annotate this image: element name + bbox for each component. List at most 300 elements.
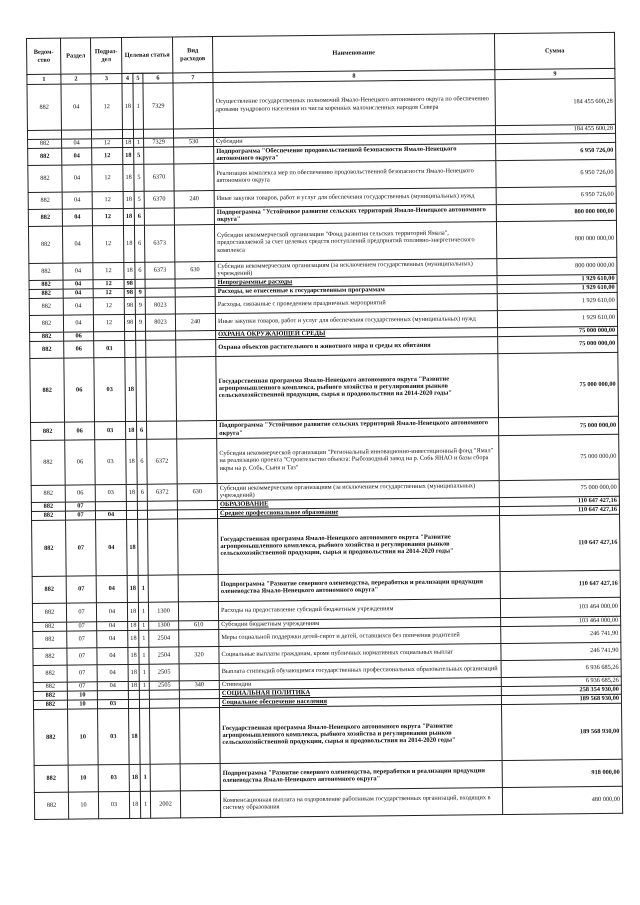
cell-vid <box>177 501 217 510</box>
cell-statya-program: 18 <box>129 791 140 818</box>
cell-name: Расходы на предоставление субсидий бюджетным учреждениям <box>218 599 500 621</box>
cell-statya-program <box>128 699 139 708</box>
cell-statya-subprogram: 1 <box>134 138 144 147</box>
cell-statya-program <box>122 129 133 138</box>
table-row <box>31 434 619 485</box>
cell-statya-subprogram: 1 <box>140 764 150 791</box>
cell-sum: 184 455 600,28 <box>495 78 615 125</box>
cell-vid: 630 <box>175 262 215 279</box>
cell-name: Расходы, не отнесенные к государственным программам <box>215 285 497 297</box>
column-number: 6 <box>143 73 173 83</box>
cell-ved: 882 <box>28 226 62 263</box>
header-name: Наименование <box>213 34 495 73</box>
cell-sum: 6 950 726,00 <box>496 142 616 160</box>
cell-name: Социальное обеспечение населения <box>219 696 501 708</box>
cell-statya-program: 18 <box>123 208 134 225</box>
column-number: 2 <box>61 74 91 84</box>
cell-ved: 882 <box>34 765 68 792</box>
cell-sum: 184 455 600,28 <box>495 124 615 134</box>
cell-podrazdel: 12 <box>93 262 124 279</box>
cell-ved: 882 <box>31 511 65 520</box>
cell-ved: 882 <box>28 192 62 209</box>
cell-statya-direction <box>150 708 181 764</box>
cell-statya-direction <box>149 690 179 699</box>
cell-statya-direction <box>149 699 179 708</box>
cell-podrazdel: 03 <box>94 357 126 421</box>
cell-statya-subprogram <box>138 519 149 575</box>
cell-razdel: 04 <box>63 289 93 298</box>
cell-vid <box>176 340 216 357</box>
cell-statya-program: 18 <box>128 630 139 647</box>
cell-statya-subprogram: 1 <box>138 575 148 602</box>
table-row <box>27 78 615 130</box>
cell-name: Государственная программа Ямало-Ненецкого автономного округа "Развитие агропромышленного комплекса, рыбного хозяйства и регулирования рынков сельскохозяйственной продукции, сырья и продовольствия на 2014-2020 годы" <box>216 354 499 421</box>
header-sum: Сумма <box>495 32 615 69</box>
cell-sum: 918 000,00 <box>502 759 622 787</box>
cell-name: Компенсационная выплата на оздоровление работникам государственных организаций, входящих в систему образования <box>220 788 502 818</box>
cell-name: СОЦИАЛЬНАЯ ПОЛИТИКА <box>219 687 501 699</box>
cell-razdel: 07 <box>65 511 95 520</box>
column-number: 3 <box>91 73 122 83</box>
cell-statya-program: 18 <box>123 225 134 262</box>
cell-statya-subprogram: 1 <box>139 647 149 664</box>
cell-razdel: 04 <box>62 139 92 148</box>
cell-name: Выплата стипендий обучающимся государственных профессиональных образовательных организаций <box>219 661 501 681</box>
cell-statya-program: 98 <box>124 288 135 297</box>
cell-statya-subprogram <box>139 690 149 699</box>
cell-statya-subprogram: 6 <box>137 484 147 501</box>
cell-razdel: 06 <box>64 332 94 341</box>
cell-podrazdel: 12 <box>92 208 123 225</box>
cell-razdel: 04 <box>62 165 92 192</box>
cell-vid <box>177 510 217 519</box>
cell-statya-program: 18 <box>128 664 139 681</box>
cell-statya-direction: 6373 <box>145 262 175 279</box>
cell-vid <box>178 519 219 575</box>
cell-razdel: 07 <box>66 576 96 603</box>
cell-podrazdel: 12 <box>93 297 124 314</box>
cell-statya-direction: 2505 <box>149 664 179 681</box>
cell-sum: 1 929 610,00 <box>497 309 617 327</box>
cell-statya-direction <box>147 421 177 439</box>
cell-ved: 882 <box>29 298 63 315</box>
cell-sum: 800 000 000,00 <box>496 203 616 221</box>
cell-sum: 103 464 000,00 <box>500 597 620 617</box>
cell-razdel: 07 <box>65 502 95 511</box>
cell-statya-direction <box>145 288 175 297</box>
column-number: 5 <box>133 73 143 83</box>
cell-name: Подпрограмма "Обеспечение продовольственной безопасности Ямало-Ненецкого автономного округа" <box>214 144 496 164</box>
cell-vid <box>173 83 213 129</box>
cell-statya-program <box>125 331 136 340</box>
cell-sum: 6 950 726,00 <box>496 159 616 187</box>
cell-vid <box>180 708 221 764</box>
cell-ved: 882 <box>32 576 66 603</box>
cell-statya-direction: 1300 <box>148 602 178 621</box>
cell-statya-subprogram: 6 <box>137 439 147 484</box>
cell-podrazdel: 04 <box>95 510 126 519</box>
cell-vid <box>175 288 215 297</box>
cell-statya-subprogram: 5 <box>134 164 144 191</box>
cell-vid <box>177 421 217 439</box>
cell-podrazdel: 03 <box>94 340 125 357</box>
cell-sum: 110 647 427,16 <box>499 496 619 506</box>
cell-razdel: 06 <box>65 485 95 502</box>
cell-statya-subprogram: 1 <box>138 602 148 621</box>
cell-podrazdel <box>91 129 122 138</box>
cell-razdel: 04 <box>62 192 92 209</box>
table-header <box>27 32 615 84</box>
cell-name: Социальные выплаты гражданам, кроме публичных нормативных социальных выплат <box>219 644 501 664</box>
cell-ved: 882 <box>28 148 62 165</box>
cell-sum: 75 000 000,00 <box>499 434 619 480</box>
cell-name: Меры социальной поддержки детей-сирот и детей, оставшихся без попечения родителей <box>219 627 501 647</box>
cell-vid <box>176 357 217 421</box>
cell-statya-program: 18 <box>126 421 137 439</box>
cell-razdel: 04 <box>62 226 92 263</box>
cell-statya-subprogram: 1 <box>139 681 149 690</box>
cell-ved: 882 <box>31 422 65 440</box>
cell-podrazdel: 04 <box>97 664 128 681</box>
cell-statya-program: 18 <box>123 138 134 147</box>
budget-table <box>26 32 623 820</box>
cell-statya-program: 98 <box>124 297 135 314</box>
table-row <box>34 703 623 765</box>
cell-statya-subprogram: 1 <box>139 621 149 630</box>
cell-name: Государственная программа Ямало-Ненецкого автономного округа "Развитие агропромышленного комплекса, рыбного хозяйства и регулирования рынков сельскохозяйственной продукции, сырья и продовольствия на 2014-2020 годы" <box>218 516 501 575</box>
cell-podrazdel: 03 <box>97 699 128 708</box>
cell-statya-direction: 7329 <box>143 83 174 129</box>
cell-podrazdel: 04 <box>96 519 128 575</box>
cell-podrazdel: 03 <box>98 708 130 764</box>
cell-name: ОХРАНА ОКРУЖАЮЩЕЙ СРЕДЫ <box>216 328 498 340</box>
cell-sum: 800 000 000,00 <box>497 257 617 275</box>
cell-razdel: 10 <box>68 792 98 819</box>
cell-name: Подпрограмма "Развитие северного оленеводства, переработки и реализации продукции оленеводства Ямало-Ненецкого автономного округа" <box>220 761 502 791</box>
cell-sum: 246 741,90 <box>501 625 621 643</box>
cell-statya-direction <box>146 340 176 357</box>
cell-razdel: 07 <box>67 665 97 682</box>
cell-sum: 258 354 930,00 <box>501 685 621 695</box>
cell-vid <box>174 147 214 164</box>
cell-statya-direction: 6372 <box>147 484 177 501</box>
cell-statya-subprogram: 9 <box>135 288 145 297</box>
cell-ved: 882 <box>30 358 65 422</box>
cell-name: Субсидии <box>214 135 496 147</box>
cell-podrazdel: 12 <box>92 225 123 262</box>
table-row <box>32 514 621 576</box>
cell-sum: 6 936 685,26 <box>501 676 621 686</box>
cell-statya-program: 98 <box>124 279 135 288</box>
cell-statya-program: 18 <box>123 191 134 208</box>
cell-vid: 240 <box>174 191 214 208</box>
table-row <box>34 786 622 819</box>
cell-podrazdel: 12 <box>92 191 123 208</box>
cell-podrazdel: 12 <box>92 164 123 191</box>
cell-statya-program <box>128 690 139 699</box>
table-body <box>27 78 623 819</box>
column-number: 7 <box>173 73 213 83</box>
cell-statya-program: 18 <box>128 621 139 630</box>
cell-statya-direction <box>148 575 178 602</box>
cell-ved: 882 <box>31 502 65 511</box>
cell-ved: 882 <box>33 682 67 691</box>
cell-name: Стипендии <box>219 678 501 690</box>
cell-statya-direction <box>147 501 177 510</box>
cell-razdel: 04 <box>62 209 92 226</box>
cell-sum: 75 000 000,00 <box>499 416 619 435</box>
cell-razdel: 06 <box>65 422 95 440</box>
cell-statya-direction <box>150 764 180 791</box>
cell-podrazdel: 12 <box>93 288 124 297</box>
cell-ved: 882 <box>32 603 66 622</box>
cell-statya-subprogram <box>133 129 143 138</box>
cell-name: ОБРАЗОВАНИЕ <box>217 498 499 510</box>
cell-vid <box>179 699 219 708</box>
cell-vid <box>176 331 216 340</box>
cell-ved: 882 <box>34 792 68 819</box>
cell-vid: 340 <box>179 681 219 690</box>
cell-ved: 882 <box>29 289 63 298</box>
cell-ved: 882 <box>28 139 62 148</box>
cell-podrazdel: 03 <box>95 421 126 439</box>
cell-ved: 882 <box>29 315 63 332</box>
cell-podrazdel: 03 <box>95 439 126 484</box>
cell-razdel: 07 <box>67 631 97 648</box>
cell-podrazdel: 03 <box>98 764 129 791</box>
cell-statya-program: 18 <box>122 83 133 129</box>
cell-podrazdel: 04 <box>97 621 128 630</box>
cell-podrazdel: 04 <box>96 575 127 602</box>
cell-sum: 75 000 000,00 <box>498 352 619 417</box>
cell-statya-direction <box>146 357 177 421</box>
cell-statya-subprogram: 9 <box>135 297 145 314</box>
cell-podrazdel: 04 <box>97 647 128 664</box>
cell-name: Осуществление государственных полномочий Ямало-Ненецкого автономного округа по обеспечению дровами тундрового населения из числа коренных малочисленных народов Севера <box>213 80 495 129</box>
cell-vid <box>180 791 220 818</box>
cell-vid <box>177 439 217 484</box>
cell-sum: 75 000 000,00 <box>498 326 618 336</box>
cell-statya-direction: 6370 <box>144 164 174 191</box>
cell-ved: 882 <box>29 280 63 289</box>
cell-sum: 189 568 930,00 <box>502 703 623 760</box>
cell-razdel: 10 <box>67 700 97 709</box>
cell-podrazdel: 04 <box>96 602 127 621</box>
cell-podrazdel: 12 <box>92 147 123 164</box>
cell-sum: 800 000 000,00 <box>496 220 616 258</box>
cell-sum: 110 647 427,16 <box>500 570 620 598</box>
cell-statya-subprogram: 6 <box>134 225 144 262</box>
cell-statya-subprogram: 5 <box>134 147 144 164</box>
cell-ved: 882 <box>34 709 69 765</box>
cell-razdel: 06 <box>64 358 95 422</box>
cell-statya-program <box>126 510 137 519</box>
cell-ved <box>27 130 61 139</box>
cell-vid <box>174 225 214 262</box>
cell-sum: 75 000 000,00 <box>498 335 618 353</box>
cell-vid: 610 <box>179 621 219 630</box>
cell-statya-program: 18 <box>127 602 138 621</box>
cell-statya-subprogram: 6 <box>135 262 145 279</box>
column-number: 9 <box>495 68 615 79</box>
cell-statya-subprogram: 1 <box>139 664 149 681</box>
cell-razdel: 06 <box>64 341 94 358</box>
header-podrazdel: Подраз-дел <box>91 37 122 73</box>
cell-statya-program: 18 <box>128 681 139 690</box>
cell-sum: 6 950 726,00 <box>496 186 616 204</box>
cell-statya-direction: 6372 <box>147 439 178 484</box>
cell-vid <box>180 764 220 791</box>
cell-statya-program <box>125 340 136 357</box>
cell-vid: 240 <box>175 314 215 331</box>
cell-statya-subprogram: 9 <box>135 314 145 331</box>
table-row <box>28 220 616 263</box>
cell-statya-direction: 7329 <box>144 138 174 147</box>
cell-razdel: 10 <box>68 709 99 765</box>
cell-ved: 882 <box>33 622 67 631</box>
cell-name: Субсидии некоммерческим организациям (за исключением государственных (муниципальных) учреждений) <box>215 259 497 279</box>
cell-name: Подпрограмма "Устойчивое развитие сельских территорий Ямало-Ненецкого автономного округа" <box>214 205 496 225</box>
cell-podrazdel: 04 <box>97 630 128 647</box>
cell-razdel: 04 <box>61 84 91 130</box>
cell-ved: 882 <box>33 700 67 709</box>
cell-sum: 1 929 610,00 <box>497 283 617 293</box>
cell-name: Иные закупки товаров, работ и услуг для обеспечения государственных (муниципальных) нужд <box>215 311 497 331</box>
cell-statya-direction <box>144 147 174 164</box>
cell-vid: 530 <box>174 138 214 147</box>
cell-vid <box>178 575 218 602</box>
cell-statya-direction: 6373 <box>144 225 174 262</box>
cell-podrazdel: 12 <box>93 314 124 331</box>
cell-podrazdel: 12 <box>93 279 124 288</box>
cell-ved: 882 <box>32 520 67 576</box>
cell-statya-program: 98 <box>124 314 135 331</box>
cell-statya-subprogram: 1 <box>139 630 149 647</box>
cell-name: Иные закупки товаров, работ и услуг для обеспечения государственных (муниципальных) нужд <box>214 188 496 208</box>
cell-razdel: 04 <box>62 148 92 165</box>
cell-podrazdel: 03 <box>98 791 129 818</box>
header-razdel: Раздел <box>61 38 91 74</box>
cell-razdel: 04 <box>63 298 93 315</box>
cell-name: Среднее профессиональное образование <box>217 507 499 519</box>
cell-sum: 246 741,90 <box>501 642 621 660</box>
cell-vid <box>179 690 219 699</box>
cell-vid <box>175 279 215 288</box>
cell-vid <box>174 208 214 225</box>
cell-statya-direction <box>148 519 179 575</box>
cell-sum: 110 647 427,16 <box>500 514 621 571</box>
cell-statya-subprogram <box>139 699 149 708</box>
cell-podrazdel <box>94 331 125 340</box>
cell-statya-program: 18 <box>126 439 137 484</box>
cell-ved: 882 <box>33 691 67 700</box>
cell-razdel: 10 <box>67 691 97 700</box>
cell-name: Реализация комплекса мер по обеспечению продовольственной безопасности Ямало-Ненецкого автономного округа <box>214 161 496 191</box>
header-vid: Вид расходов <box>173 37 213 73</box>
cell-podrazdel: 12 <box>91 83 122 129</box>
cell-vid: 630 <box>177 484 217 501</box>
cell-sum: 75 000 000,00 <box>499 479 619 497</box>
cell-statya-program: 18 <box>129 708 141 764</box>
cell-ved: 882 <box>27 84 61 130</box>
cell-statya-subprogram <box>136 340 146 357</box>
cell-statya-subprogram: 1 <box>140 791 150 818</box>
document-page <box>26 32 622 820</box>
cell-statya-subprogram: 5 <box>134 191 144 208</box>
cell-statya-direction <box>143 129 173 138</box>
cell-razdel: 07 <box>67 622 97 631</box>
cell-sum: 1 929 610,00 <box>497 292 617 310</box>
cell-statya-program: 18 <box>126 484 137 501</box>
cell-ved: 882 <box>31 440 65 485</box>
cell-statya-subprogram: 6 <box>134 208 144 225</box>
cell-statya-subprogram <box>136 331 146 340</box>
cell-sum: 103 464 000,00 <box>501 616 621 626</box>
header-statya: Целевая статья <box>122 37 173 74</box>
cell-ved: 882 <box>33 631 67 648</box>
cell-razdel: 04 <box>63 280 93 289</box>
cell-razdel: 07 <box>66 520 97 576</box>
cell-ved: 882 <box>28 209 62 226</box>
column-number: 4 <box>122 73 133 83</box>
cell-podrazdel <box>97 690 128 699</box>
cell-statya-subprogram <box>140 708 151 764</box>
cell-statya-subprogram <box>136 357 147 421</box>
cell-razdel: 07 <box>67 648 97 665</box>
cell-ved: 882 <box>29 263 63 280</box>
cell-statya-subprogram: 6 <box>137 421 147 439</box>
cell-statya-direction: 8023 <box>145 297 175 314</box>
cell-statya-program <box>126 501 137 510</box>
cell-statya-program: 18 <box>123 147 134 164</box>
cell-statya-program: 18 <box>125 357 137 421</box>
cell-name: Субсидия некоммерческой организации "Региональный инновационно-инвестиционный фонд "Ямал" на реализацию проекта "Строительство объекта: Рыбозводный завод на р. Собь ЯНАО и базы сбора икры на р. Собь, Сыня и Таз" <box>217 436 499 484</box>
cell-sum: 1 929 610,00 <box>497 274 617 284</box>
cell-ved: 882 <box>33 665 67 682</box>
cell-statya-program: 18 <box>129 764 140 791</box>
cell-name: Подпрограмма "Устойчивое развитие сельских территорий Ямало-Ненецкого автономного округа" <box>217 418 499 439</box>
cell-statya-direction: 8023 <box>145 314 175 331</box>
cell-ved: 882 <box>30 332 64 341</box>
cell-statya-direction: 2505 <box>149 681 179 690</box>
cell-razdel: 06 <box>65 440 95 485</box>
cell-statya-subprogram: 1 <box>133 83 143 129</box>
cell-statya-program: 18 <box>123 164 134 191</box>
cell-vid <box>179 630 219 647</box>
cell-name: Субсидии некоммерческим организациям (за исключением государственных (муниципальных) учреждений) <box>217 481 499 501</box>
header-ved: Ведом-ство <box>27 38 61 74</box>
cell-statya-direction: 2504 <box>149 630 179 647</box>
cell-statya-direction: 6370 <box>144 191 174 208</box>
cell-ved: 882 <box>31 485 65 502</box>
cell-ved: 882 <box>33 648 67 665</box>
cell-podrazdel: 12 <box>92 138 123 147</box>
cell-ved: 882 <box>30 341 64 358</box>
cell-statya-direction <box>145 279 175 288</box>
cell-vid <box>174 164 214 191</box>
cell-razdel <box>61 130 91 139</box>
cell-podrazdel: 03 <box>95 484 126 501</box>
cell-vid <box>179 664 219 681</box>
cell-statya-subprogram <box>135 279 145 288</box>
cell-statya-program: 18 <box>127 519 139 575</box>
cell-statya-direction: 2504 <box>149 647 179 664</box>
column-number: 1 <box>27 74 61 84</box>
table-row <box>30 352 619 422</box>
cell-ved: 882 <box>28 165 62 192</box>
column-number: 8 <box>213 70 495 83</box>
cell-razdel: 04 <box>63 315 93 332</box>
